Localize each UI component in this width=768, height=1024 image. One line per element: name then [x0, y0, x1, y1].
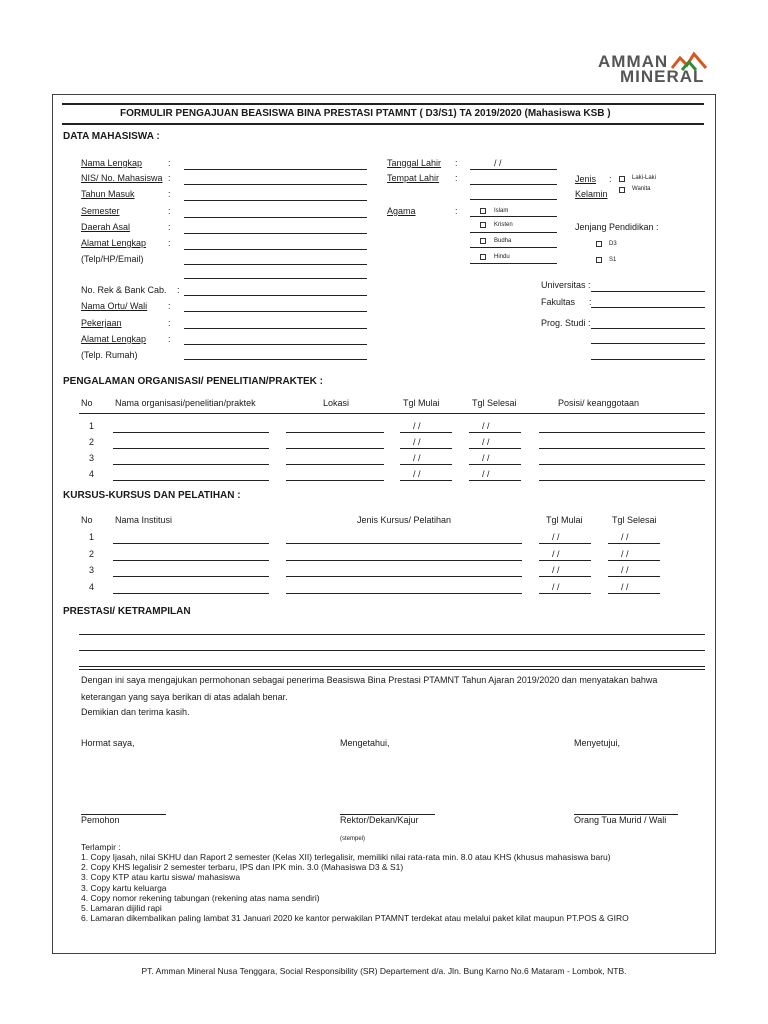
org-posisi-line[interactable] — [539, 480, 705, 481]
colon: : — [168, 222, 171, 232]
kursus-jenis-line[interactable] — [286, 560, 522, 561]
label-kelamin: Kelamin — [575, 189, 608, 199]
agama-checkbox-islam[interactable] — [480, 208, 486, 214]
agama-checkbox-budha[interactable] — [480, 238, 486, 244]
prog-studi-line[interactable] — [591, 328, 705, 329]
kursus-tgl-mulai-mark: / / — [552, 532, 560, 542]
data-mahasiswa-heading: DATA MAHASISWA : — [63, 131, 160, 142]
agama-option-budha: Budha — [494, 238, 512, 244]
org-row-number: 1 — [89, 421, 95, 431]
label-nama-ortu: Nama Ortu/ Wali — [81, 301, 148, 311]
kursus-col-jenis: Jenis Kursus/ Pelatihan — [357, 515, 452, 525]
agama-line — [470, 247, 557, 248]
field-line[interactable] — [184, 264, 367, 265]
org-row-number: 3 — [89, 453, 95, 463]
statement-line3: Demikian dan terima kasih. — [81, 707, 190, 717]
colon: : — [455, 158, 458, 168]
date-slashes: / / — [494, 158, 502, 168]
org-row-number: 2 — [89, 437, 95, 447]
colon: : — [168, 301, 171, 311]
org-posisi-line[interactable] — [539, 448, 705, 449]
statement-line2: keterangan yang saya berikan di atas adalah benar. — [81, 692, 288, 702]
colon: : — [168, 158, 171, 168]
org-tgl-selesai-line[interactable] — [469, 432, 521, 433]
org-row-number: 4 — [89, 469, 95, 479]
company-logo — [596, 50, 708, 86]
logo-text-amman: AMMAN — [598, 52, 669, 71]
colon: : — [168, 173, 171, 183]
agama-option-islam: Islam — [494, 208, 509, 214]
universitas-line[interactable] — [591, 291, 705, 292]
org-lokasi-line[interactable] — [286, 448, 384, 449]
kursus-tgl-mulai-mark: / / — [552, 565, 560, 575]
lampiran-item: 6. Lamaran dikembalikan paling lambat 31 Januari 2020 ke kantor perwakilan PTAMNT terdekat atau melalui paket kilat maupun PT.POS & GIRO — [81, 913, 629, 923]
field-line[interactable] — [184, 200, 367, 201]
kursus-row-number: 4 — [89, 582, 95, 592]
lampiran-item: 3. Copy kartu keluarga — [81, 883, 167, 893]
org-tgl-mulai-line[interactable] — [400, 464, 452, 465]
title-top-rule — [62, 103, 704, 105]
org-nama-line[interactable] — [113, 464, 269, 465]
field-line[interactable] — [184, 278, 367, 279]
lampiran-item: 2. Copy KHS legalisir 2 semester terbaru, IPS dan IPK min. 3.0 (Mahasiswa D3 & S1) — [81, 862, 404, 872]
colon: : — [168, 334, 171, 344]
lampiran-item: 5. Lamaran dijilid rapi — [81, 903, 162, 913]
kursus-row-number: 2 — [89, 549, 95, 559]
kursus-row-number: 1 — [89, 532, 95, 542]
kursus-institusi-line[interactable] — [113, 593, 269, 594]
label-pekerjaan: Pekerjaan — [81, 318, 122, 328]
kursus-tgl-mulai-mark: / / — [552, 582, 560, 592]
jenjang-checkbox-d3[interactable] — [596, 241, 602, 247]
org-tgl-mulai-line[interactable] — [400, 448, 452, 449]
stempel-note: (stempel) — [340, 836, 366, 842]
label-alamat-ortu: Alamat Lengkap — [81, 334, 147, 344]
kelamin-option-wanita: Wanita — [632, 186, 651, 192]
org-lokasi-line[interactable] — [286, 464, 384, 465]
colon: : — [589, 297, 592, 307]
footer-address: PT. Amman Mineral Nusa Tenggara, Social Responsibility (SR) Departement d/a. Jln. Bung Karno No.6 Mataram - Lombok, NTB. — [141, 966, 627, 976]
prestasi-heading: PRESTASI/ KETRAMPILAN — [63, 606, 191, 617]
org-lokasi-line[interactable] — [286, 480, 384, 481]
signature-menyetujui: Menyetujui, — [574, 738, 621, 748]
kursus-col-tgl-mulai: Tgl Mulai — [546, 515, 583, 525]
colon: : — [177, 285, 180, 295]
kelamin-option-laki: Laki-Laki — [632, 175, 657, 181]
label-fakultas: Fakultas — [541, 297, 576, 307]
form-title: FORMULIR PENGAJUAN BEASISWA BINA PRESTASI PTAMNT ( D3/S1) TA 2019/2020 (Mahasiswa KSB ) — [120, 108, 611, 119]
org-tgl-mulai-line[interactable] — [400, 432, 452, 433]
logo-mountain-icon — [670, 50, 708, 72]
title-bottom-rule — [62, 123, 704, 125]
field-line[interactable] — [184, 295, 367, 296]
label-tempat-lahir: Tempat Lahir — [387, 173, 440, 183]
agama-option-kristen: Kristen — [494, 222, 513, 228]
label-jenis: Jenis — [575, 174, 597, 184]
tanggal-lahir-line[interactable] — [470, 169, 557, 170]
org-tgl-mulai-mark: / / — [413, 453, 421, 463]
fakultas-line[interactable] — [591, 307, 705, 308]
jenjang-option-d3: D3 — [609, 241, 617, 247]
lampiran-title: Terlampir : — [81, 842, 121, 852]
org-posisi-line[interactable] — [539, 432, 705, 433]
field-line[interactable] — [184, 184, 367, 185]
label-prog-studi: Prog. Studi : — [541, 318, 591, 328]
prestasi-line[interactable] — [79, 650, 705, 651]
agama-line — [470, 232, 557, 233]
org-nama-line[interactable] — [113, 432, 269, 433]
kursus-institusi-line[interactable] — [113, 560, 269, 561]
org-nama-line[interactable] — [113, 480, 269, 481]
org-col-posisi: Posisi/ keanggotaan — [558, 398, 640, 408]
logo-text-mineral: MINERAL — [620, 67, 705, 86]
organisasi-heading: PENGALAMAN ORGANISASI/ PENELITIAN/PRAKTEK : — [63, 376, 324, 387]
agama-option-hindu: Hindu — [494, 254, 510, 260]
field-line[interactable] — [184, 328, 367, 329]
org-tgl-mulai-mark: / / — [413, 469, 421, 479]
kursus-col-no: No — [81, 515, 93, 525]
tempat-lahir-line[interactable] — [470, 184, 557, 185]
colon: : — [609, 174, 612, 184]
kursus-jenis-line[interactable] — [286, 543, 522, 544]
field-line[interactable] — [184, 344, 367, 345]
label-nama-lengkap: Nama Lengkap — [81, 158, 143, 168]
kursus-tgl-selesai-mark: / / — [621, 565, 629, 575]
label-telp-rumah: (Telp. Rumah) — [81, 350, 138, 360]
field-line[interactable] — [184, 233, 367, 234]
colon: : — [168, 206, 171, 216]
label-telp-hp-email: (Telp/HP/Email) — [81, 254, 144, 264]
label-tanggal-lahir: Tanggal Lahir — [387, 158, 442, 168]
kursus-row-number: 3 — [89, 565, 95, 575]
colon: : — [168, 318, 171, 328]
signature-hormat: Hormat saya, — [81, 738, 135, 748]
kursus-col-institusi: Nama Institusi — [115, 515, 173, 525]
statement-line1: Dengan ini saya mengajukan permohonan sebagai penerima Beasiswa Bina Prestasi PTAMNT Tahun Ajaran 2019/2020 dan menyatakan bahwa — [81, 675, 658, 685]
colon: : — [168, 189, 171, 199]
kursus-institusi-line[interactable] — [113, 576, 269, 577]
prog-studi-line2[interactable] — [591, 343, 705, 344]
org-col-tgl-mulai: Tgl Mulai — [403, 398, 440, 408]
kursus-col-tgl-selesai: Tgl Selesai — [612, 515, 657, 525]
org-tgl-selesai-mark: / / — [482, 469, 490, 479]
separator-rule — [79, 666, 705, 667]
org-col-nama: Nama organisasi/penelitian/praktek — [115, 398, 256, 408]
agama-checkbox-kristen[interactable] — [480, 222, 486, 228]
jenjang-checkbox-s1[interactable] — [596, 257, 602, 263]
label-nis: NIS/ No. Mahasiswa — [81, 173, 163, 183]
lampiran-item: 3. Copy KTP atau kartu siswa/ mahasiswa — [81, 872, 241, 882]
label-jenjang-pendidikan: Jenjang Pendidikan : — [575, 222, 659, 232]
lampiran-item: 4. Copy nomor rekening tabungan (rekening atas nama sendiri) — [81, 893, 320, 903]
kursus-jenis-line[interactable] — [286, 576, 522, 577]
org-lokasi-line[interactable] — [286, 432, 384, 433]
colon: : — [168, 238, 171, 248]
agama-line — [470, 216, 557, 217]
kursus-tgl-selesai-line[interactable] — [608, 593, 660, 594]
kursus-tgl-mulai-mark: / / — [552, 549, 560, 559]
kursus-tgl-selesai-line[interactable] — [608, 560, 660, 561]
colon: : — [455, 206, 458, 216]
kursus-tgl-selesai-mark: / / — [621, 549, 629, 559]
org-col-lokasi: Lokasi — [323, 398, 350, 408]
field-line[interactable] — [184, 311, 367, 312]
kursus-heading: KURSUS-KURSUS DAN PELATIHAN : — [63, 490, 241, 501]
lampiran-item: 1. Copy Ijasah, nilai SKHU dan Raport 2 semester (Kelas XII) terlegalisir, memiliki nilai rata-rata min. 8.0 atau KHS (khusus mahasiswa baru) — [81, 852, 611, 862]
org-tgl-mulai-mark: / / — [413, 421, 421, 431]
org-tgl-selesai-mark: / / — [482, 421, 490, 431]
kursus-tgl-selesai-mark: / / — [621, 582, 629, 592]
field-line[interactable] — [184, 217, 367, 218]
kursus-jenis-line[interactable] — [286, 593, 522, 594]
kelamin-checkbox-laki[interactable] — [619, 176, 625, 182]
kelamin-checkbox-wanita[interactable] — [619, 187, 625, 193]
kursus-tgl-mulai-line[interactable] — [539, 576, 591, 577]
colon: : — [455, 173, 458, 183]
prestasi-line[interactable] — [79, 634, 705, 635]
signature-pemohon: Pemohon — [81, 815, 120, 825]
kursus-tgl-selesai-line[interactable] — [608, 576, 660, 577]
separator-rule — [79, 669, 705, 670]
signature-ortu: Orang Tua Murid / Wali — [574, 815, 667, 825]
label-no-rek: No. Rek & Bank Cab. — [81, 285, 167, 295]
agama-checkbox-hindu[interactable] — [480, 254, 486, 260]
kursus-tgl-selesai-line[interactable] — [608, 543, 660, 544]
org-tgl-selesai-line[interactable] — [469, 448, 521, 449]
prog-studi-line3[interactable] — [591, 359, 705, 360]
kursus-institusi-line[interactable] — [113, 543, 269, 544]
field-line[interactable] — [184, 169, 367, 170]
label-tahun-masuk: Tahun Masuk — [81, 189, 135, 199]
kursus-tgl-mulai-line[interactable] — [539, 593, 591, 594]
signature-mengetahui: Mengetahui, — [340, 738, 390, 748]
label-alamat-lengkap: Alamat Lengkap — [81, 238, 147, 248]
label-universitas: Universitas : — [541, 280, 591, 290]
org-tgl-selesai-mark: / / — [482, 453, 490, 463]
kursus-tgl-mulai-line[interactable] — [539, 560, 591, 561]
org-header-rule — [79, 413, 705, 414]
org-nama-line[interactable] — [113, 448, 269, 449]
org-tgl-mulai-mark: / / — [413, 437, 421, 447]
org-col-no: No — [81, 398, 93, 408]
org-tgl-selesai-line[interactable] — [469, 464, 521, 465]
jenjang-option-s1: S1 — [609, 257, 617, 263]
kursus-tgl-mulai-line[interactable] — [539, 543, 591, 544]
org-tgl-mulai-line[interactable] — [400, 480, 452, 481]
tempat-lahir-line2[interactable] — [470, 199, 557, 200]
label-agama: Agama — [387, 206, 416, 216]
label-daerah-asal: Daerah Asal — [81, 222, 131, 232]
org-posisi-line[interactable] — [539, 464, 705, 465]
org-col-tgl-selesai: Tgl Selesai — [472, 398, 517, 408]
signature-rektor: Rektor/Dekan/Kajur — [340, 815, 419, 825]
kursus-tgl-selesai-mark: / / — [621, 532, 629, 542]
org-tgl-selesai-mark: / / — [482, 437, 490, 447]
field-line[interactable] — [184, 249, 367, 250]
agama-line — [470, 263, 557, 264]
field-line[interactable] — [184, 359, 367, 360]
label-semester: Semester — [81, 206, 120, 216]
org-tgl-selesai-line[interactable] — [469, 480, 521, 481]
